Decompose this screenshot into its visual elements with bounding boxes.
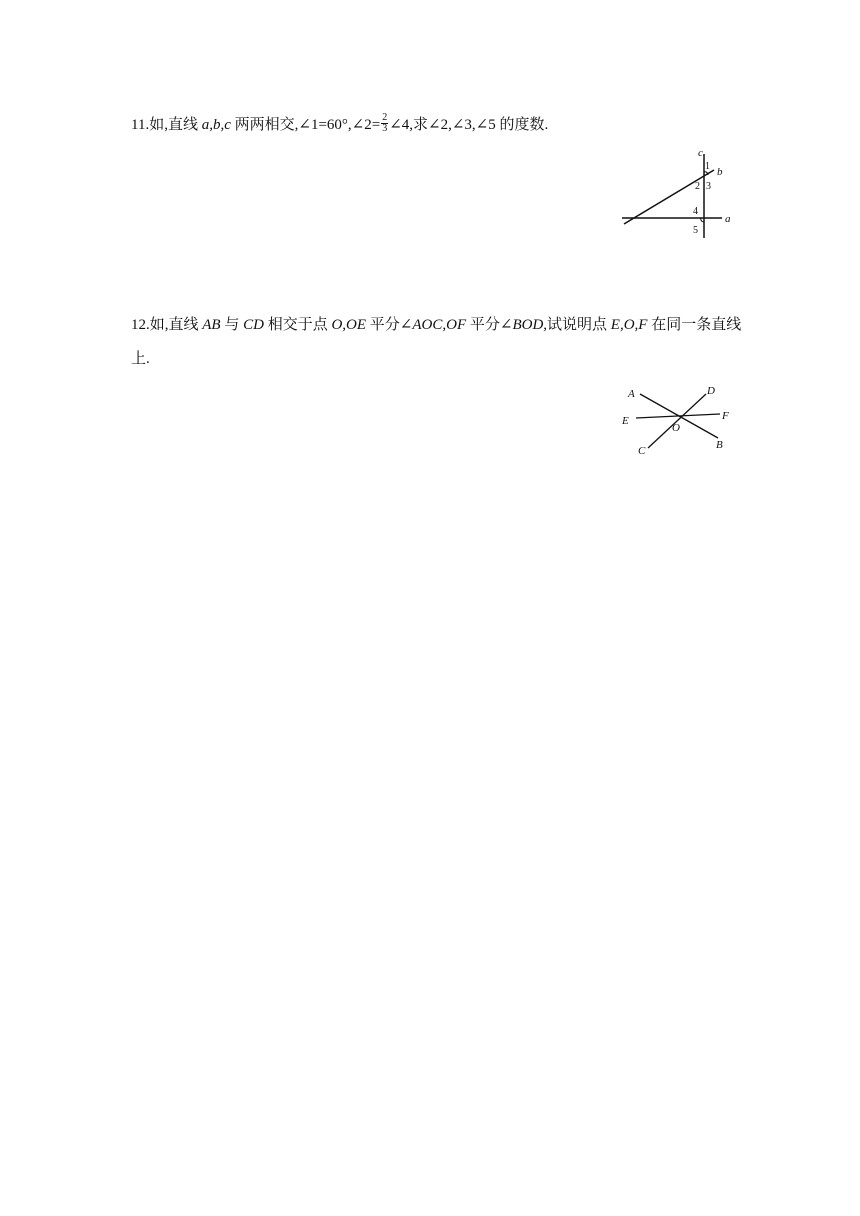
label-O: O [672,422,680,434]
line-b [624,170,714,224]
question-11-lines: a,b,c [201,117,231,133]
question-11-text-1: 如,直线 [149,117,202,133]
question-12-text-3: 相交于点 [263,317,332,333]
label-angle-2: 2 [695,181,700,192]
label-B: B [716,439,723,451]
question-12 [131,308,751,376]
question-12-text-7: 在同一条直线上. [131,317,742,367]
label-angle-5: 5 [693,225,698,236]
question-11-text-2: 两两相交,∠1=60°,∠2= [230,117,381,133]
question-12-text-4: 平分∠ [366,317,413,333]
label-b: b [717,166,723,178]
question-12-var-1: AB [202,317,221,333]
label-E: E [622,415,629,427]
label-angle-4: 4 [693,206,698,217]
question-12-text-6: ,试说明点 [543,317,611,333]
fraction-two-thirds [381,113,388,134]
question-11-figure [618,146,738,242]
label-F: F [722,410,729,422]
question-12-text-5: 平分∠ [466,317,513,333]
question-12-var-3: O,OE [331,317,367,333]
fraction-numerator: 2 [382,112,388,124]
question-12-var-6: E,O,F [610,317,648,333]
label-angle-1: 1 [705,161,710,172]
question-12-var-5: BOD [512,317,544,333]
question-12-var-4: AOC,OF [412,317,467,333]
question-12-text-2: 与 [220,317,244,333]
question-11-number: 11. [131,117,150,133]
question-11 [131,108,751,142]
question-12-var-2: CD [243,317,264,333]
line-ef [636,414,720,418]
label-c: c [698,147,703,159]
label-D: D [707,385,715,397]
line-cd [648,394,706,448]
label-A: A [628,388,635,400]
label-C: C [638,445,646,457]
label-a: a [725,213,731,225]
question-12-number: 12. [131,317,150,333]
question-11-text-3: ∠4,求∠2,∠3,∠5 的度数. [389,117,549,133]
question-12-figure [616,380,740,460]
label-angle-3: 3 [706,181,711,192]
fraction-denominator: 3 [382,123,388,135]
question-12-text-1: 如,直线 [149,317,203,333]
